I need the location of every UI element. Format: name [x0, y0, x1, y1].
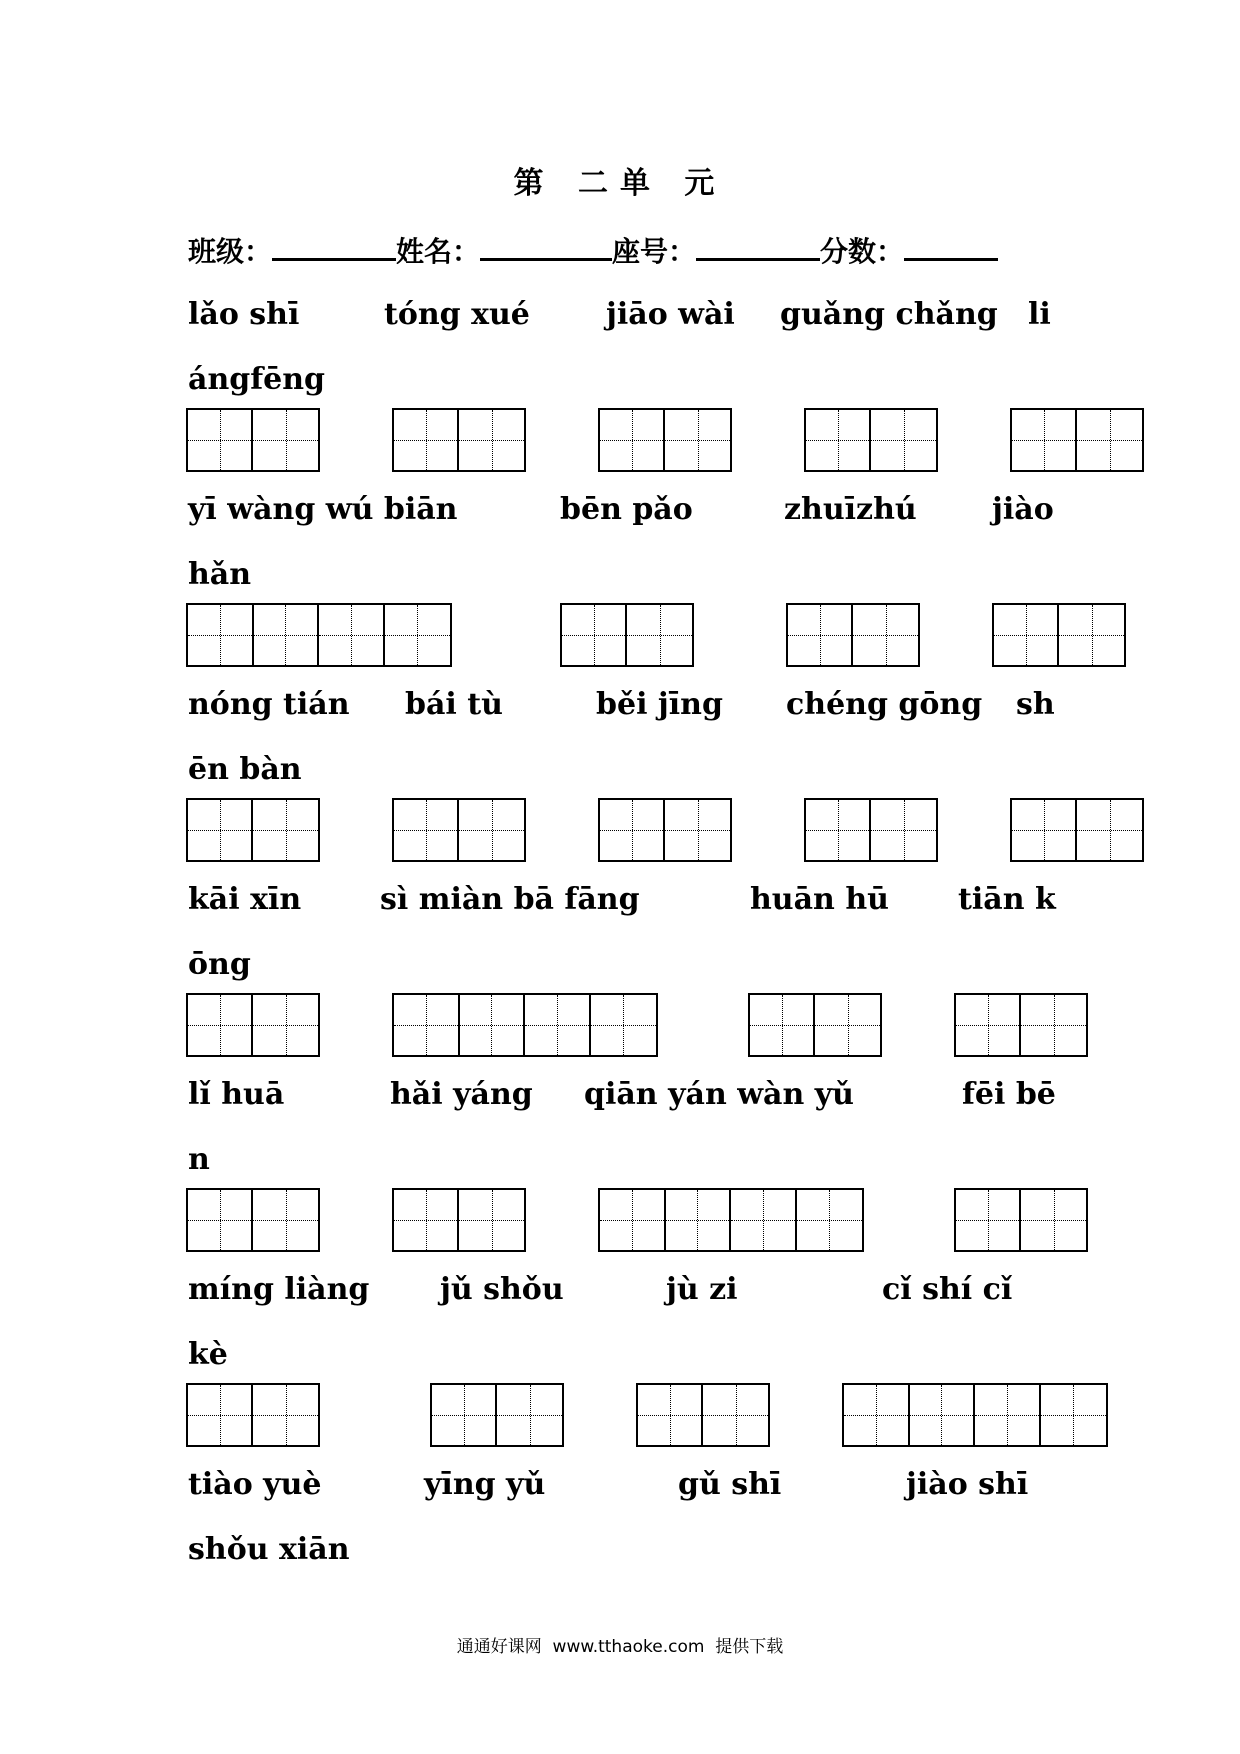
score-blank[interactable] — [904, 230, 998, 261]
grid-cell[interactable] — [956, 995, 1021, 1055]
name-blank[interactable] — [480, 230, 612, 261]
pinyin-item: bēn pǎo — [560, 492, 693, 527]
writing-grid[interactable] — [186, 798, 320, 862]
grid-cell[interactable] — [1012, 800, 1077, 860]
grid-cell[interactable] — [459, 1190, 524, 1250]
pinyin-item: shǒu xiān — [188, 1532, 350, 1567]
pinyin-item: yī wàng wú biān — [188, 492, 458, 527]
class-label: 班级： — [188, 235, 273, 268]
grid-cell[interactable] — [1012, 410, 1077, 470]
pinyin-item: jiāo wài — [606, 297, 735, 332]
grid-cell[interactable] — [1021, 995, 1086, 1055]
worksheet-title: 第 二单 元 — [513, 166, 727, 201]
name-label: 姓名： — [396, 235, 481, 268]
grid-cell[interactable] — [253, 1190, 318, 1250]
grid-cell[interactable] — [459, 410, 524, 470]
pinyin-item: li — [1028, 297, 1051, 332]
pinyin-item: guǎng chǎng — [780, 297, 998, 332]
grid-cell[interactable] — [394, 410, 459, 470]
grid-cell[interactable] — [497, 1385, 562, 1445]
grid-cell[interactable] — [188, 1385, 253, 1445]
grid-cell[interactable] — [994, 605, 1059, 665]
pinyin-item: jǔ shǒu — [440, 1272, 564, 1307]
writing-grid[interactable] — [392, 798, 526, 862]
writing-grid[interactable] — [598, 798, 732, 862]
grid-cell[interactable] — [666, 1190, 732, 1250]
writing-grid[interactable] — [392, 993, 658, 1057]
grid-cell[interactable] — [188, 605, 254, 665]
grid-cell[interactable] — [253, 410, 318, 470]
grid-cell[interactable] — [871, 800, 936, 860]
grid-cell[interactable] — [600, 1190, 666, 1250]
grid-cell[interactable] — [562, 605, 627, 665]
grid-cell[interactable] — [460, 995, 526, 1055]
pinyin-item: ōng — [188, 947, 251, 982]
grid-cell[interactable] — [853, 605, 918, 665]
grid-cell[interactable] — [1059, 605, 1124, 665]
grid-cell[interactable] — [703, 1385, 768, 1445]
grid-cell[interactable] — [188, 410, 253, 470]
footer-source: 通通好课网 www.tthaoke.com 提供下载 — [456, 1637, 784, 1657]
grid-cell[interactable] — [394, 1190, 459, 1250]
writing-grid[interactable] — [392, 1188, 526, 1252]
pinyin-item: sh — [1016, 687, 1055, 722]
writing-grid[interactable] — [804, 798, 938, 862]
pinyin-item: fēi bē — [962, 1077, 1056, 1112]
writing-grid[interactable] — [1010, 798, 1144, 862]
grid-cell[interactable] — [254, 605, 320, 665]
grid-cell[interactable] — [665, 410, 730, 470]
grid-cell[interactable] — [1021, 1190, 1086, 1250]
grid-cell[interactable] — [638, 1385, 703, 1445]
pinyin-item: jù zi — [666, 1272, 738, 1307]
grid-cell[interactable] — [797, 1190, 862, 1250]
writing-grid[interactable] — [954, 993, 1088, 1057]
grid-cell[interactable] — [525, 995, 591, 1055]
grid-cell[interactable] — [253, 1385, 318, 1445]
grid-cell[interactable] — [871, 410, 936, 470]
writing-grid[interactable] — [636, 1383, 770, 1447]
pinyin-item: yīng yǔ — [424, 1467, 546, 1502]
grid-cell[interactable] — [806, 410, 871, 470]
writing-grid[interactable] — [842, 1383, 1108, 1447]
grid-cell[interactable] — [394, 995, 460, 1055]
grid-cell[interactable] — [806, 800, 871, 860]
grid-cell[interactable] — [910, 1385, 976, 1445]
grid-cell[interactable] — [956, 1190, 1021, 1250]
grid-cell[interactable] — [600, 410, 665, 470]
writing-grid[interactable] — [186, 1383, 320, 1447]
grid-cell[interactable] — [1077, 800, 1142, 860]
grid-cell[interactable] — [600, 800, 665, 860]
pinyin-item: ēn bàn — [188, 752, 302, 787]
writing-grid[interactable] — [186, 1188, 320, 1252]
grid-cell[interactable] — [253, 800, 318, 860]
grid-cell[interactable] — [432, 1385, 497, 1445]
pinyin-item: jiào — [992, 492, 1054, 527]
pinyin-item: běi jīng — [596, 687, 723, 722]
score-label: 分数： — [820, 235, 905, 268]
grid-cell[interactable] — [1041, 1385, 1106, 1445]
writing-grid[interactable] — [786, 603, 920, 667]
pinyin-item: tiān k — [958, 882, 1056, 917]
seat-label: 座号： — [612, 235, 697, 268]
writing-grid[interactable] — [598, 1188, 864, 1252]
writing-grid[interactable] — [804, 408, 938, 472]
pinyin-item: huān hū — [750, 882, 889, 917]
pinyin-item: chéng gōng — [786, 687, 983, 722]
pinyin-item: tóng xué — [384, 297, 530, 332]
writing-grid[interactable] — [392, 408, 526, 472]
writing-grid[interactable] — [186, 603, 452, 667]
grid-cell[interactable] — [627, 605, 692, 665]
pinyin-item: gǔ shī — [678, 1467, 782, 1502]
grid-cell[interactable] — [385, 605, 450, 665]
pinyin-item: nóng tián — [188, 687, 350, 722]
pinyin-item: hǎn — [188, 557, 252, 592]
grid-cell[interactable] — [188, 1190, 253, 1250]
writing-grid[interactable] — [186, 993, 320, 1057]
grid-cell[interactable] — [253, 995, 318, 1055]
student-info-line — [188, 230, 998, 270]
grid-cell[interactable] — [815, 995, 880, 1055]
grid-cell[interactable] — [1077, 410, 1142, 470]
writing-grid[interactable] — [1010, 408, 1144, 472]
pinyin-item: hǎi yáng — [390, 1077, 533, 1112]
pinyin-item: n — [188, 1142, 210, 1177]
writing-grid[interactable] — [560, 603, 694, 667]
pinyin-item: jiào shī — [906, 1467, 1029, 1502]
grid-cell[interactable] — [188, 800, 253, 860]
grid-cell[interactable] — [844, 1385, 910, 1445]
writing-grid[interactable] — [954, 1188, 1088, 1252]
pinyin-item: zhuīzhú — [784, 492, 917, 527]
grid-cell[interactable] — [788, 605, 853, 665]
pinyin-item: tiào yuè — [188, 1467, 322, 1502]
pinyin-item: cǐ shí cǐ — [882, 1272, 1013, 1307]
pinyin-item: kè — [188, 1337, 228, 1372]
pinyin-item: ángfēng — [188, 362, 326, 397]
pinyin-item: kāi xīn — [188, 882, 302, 917]
pinyin-item: míng liàng — [188, 1272, 370, 1307]
pinyin-item: sì miàn bā fāng — [380, 882, 640, 917]
grid-cell[interactable] — [750, 995, 815, 1055]
writing-grid[interactable] — [748, 993, 882, 1057]
grid-cell[interactable] — [591, 995, 656, 1055]
writing-grid[interactable] — [992, 603, 1126, 667]
pinyin-item: bái tù — [405, 687, 503, 722]
grid-cell[interactable] — [319, 605, 385, 665]
seat-blank[interactable] — [696, 230, 820, 261]
writing-grid[interactable] — [186, 408, 320, 472]
grid-cell[interactable] — [188, 995, 253, 1055]
grid-cell[interactable] — [665, 800, 730, 860]
writing-grid[interactable] — [430, 1383, 564, 1447]
writing-grid[interactable] — [598, 408, 732, 472]
grid-cell[interactable] — [394, 800, 459, 860]
pinyin-item: lǐ huā — [188, 1077, 285, 1112]
pinyin-item: qiān yán wàn yǔ — [584, 1077, 854, 1112]
grid-cell[interactable] — [731, 1190, 797, 1250]
grid-cell[interactable] — [459, 800, 524, 860]
grid-cell[interactable] — [975, 1385, 1041, 1445]
pinyin-item: lǎo shī — [188, 297, 300, 332]
class-blank[interactable] — [272, 230, 396, 261]
